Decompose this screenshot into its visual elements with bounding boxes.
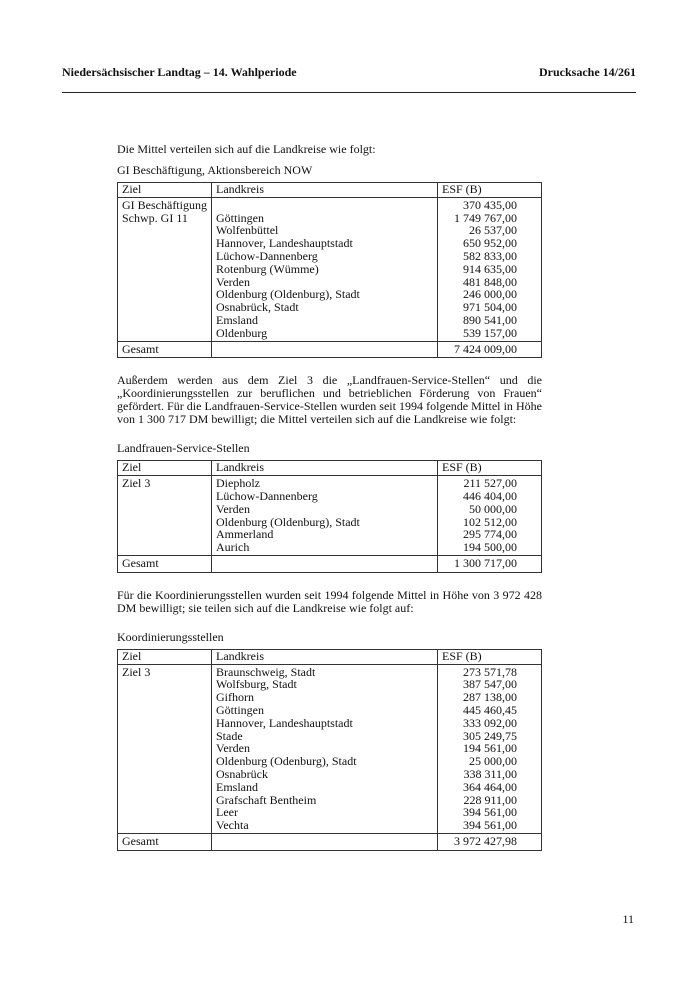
total-value: 7 424 009,00 <box>438 341 542 358</box>
header-title: Niedersächsischer Landtag – 14. Wahlperiode <box>62 65 297 79</box>
landkreis-name: Rotenburg (Wümme) <box>216 261 319 276</box>
esf-value: 445 460,45 <box>463 702 517 717</box>
table-caption: Koordinierungsstellen <box>117 629 224 644</box>
paragraph-landfrauen: Außerdem werden aus dem Ziel 3 die „Landfrauen-Service-Stellen“ und die „Koordinierungsstellen zur beruflichen und betrieblichen Förderung von Frauen“ gefördert. Für die Landfrauen-Service-Stellen wurden seit 1994 folgende Mittel in Höhe von 1 300 717 DM bewilligt; die Mittel verteilen sich auf die Landkreise wie folgt: <box>117 373 542 427</box>
total-empty-cell <box>212 833 438 850</box>
paragraph-koordinierung: Für die Koordinierungsstellen wurden seit 1994 folgende Mittel in Höhe von 3 972 428 DM bewilligt; sie teilen sich auf die Landkreise wie folgt auf: <box>117 587 542 615</box>
esf-value: 446 404,00 <box>463 488 517 503</box>
ziel-line: GI Beschäftigung <box>122 197 207 212</box>
total-empty-cell <box>212 341 438 358</box>
table-block-gi <box>117 164 542 358</box>
page-number: 11 <box>622 912 634 926</box>
landkreis-name: Emsland <box>216 312 258 327</box>
allocation-table <box>117 649 542 851</box>
landkreis-name: Vechta <box>216 818 249 833</box>
esf-value: 194 561,00 <box>463 741 517 756</box>
ziel-line: Ziel 3 <box>122 664 151 679</box>
header-landkreis: Landkreis <box>212 649 438 664</box>
esf-value: 211 527,00 <box>463 476 517 491</box>
landkreis-name: Göttingen <box>216 702 264 717</box>
landkreis-name: Leer <box>216 805 238 820</box>
table-caption: GI Beschäftigung, Aktionsbereich NOW <box>117 163 313 177</box>
landkreis-name: Grafschaft Bentheim <box>216 792 317 807</box>
header-esf: ESF (B) <box>438 649 542 664</box>
header-ziel: Ziel <box>118 183 212 198</box>
table-block-koordinierung <box>117 631 542 851</box>
landkreis-name: Verden <box>216 741 250 756</box>
ziel-line: Schwp. GI 11 <box>122 210 188 225</box>
esf-value: 287 138,00 <box>463 690 517 705</box>
esf-cell <box>438 197 542 341</box>
ziel-cell <box>118 476 212 556</box>
header-esf: ESF (B) <box>438 183 542 198</box>
header-document-number: Drucksache 14/261 <box>539 65 636 79</box>
esf-value: 914 635,00 <box>463 261 517 276</box>
landkreis-name: Osnabrück, Stadt <box>216 300 299 315</box>
total-label: Gesamt <box>118 833 212 850</box>
ziel-cell <box>118 664 212 833</box>
landkreis-name: Oldenburg (Odenburg), Stadt <box>216 754 357 769</box>
document-body <box>117 143 542 851</box>
landkreis-name: Oldenburg <box>216 325 268 340</box>
landkreis-name: Emsland <box>216 779 258 794</box>
allocation-table <box>117 182 542 358</box>
esf-value: 338 311,00 <box>463 766 517 781</box>
esf-value: 394 561,00 <box>463 805 517 820</box>
esf-cell <box>438 664 542 833</box>
total-empty-cell <box>212 555 438 572</box>
table-total-row <box>118 341 542 358</box>
table-body-row <box>118 664 542 833</box>
landkreis-name: Lüchow-Dannenberg <box>216 488 318 503</box>
landkreis-name: Wolfsburg, Stadt <box>216 677 297 692</box>
esf-value: 295 774,00 <box>463 527 517 542</box>
allocation-table <box>117 460 542 572</box>
total-label: Gesamt <box>118 341 212 358</box>
landkreis-name: Osnabrück <box>216 766 268 781</box>
header-ziel: Ziel <box>118 461 212 476</box>
esf-value: 305 249,75 <box>463 728 517 743</box>
table-total-row <box>118 833 542 850</box>
esf-value: 582 833,00 <box>463 248 517 263</box>
intro-text: Die Mittel verteilen sich auf die Landkreise wie folgt: <box>117 142 376 156</box>
header-divider <box>62 92 636 93</box>
table-header-row <box>118 649 542 664</box>
esf-value: 1 749 767,00 <box>454 210 517 225</box>
landkreis-name: Lüchow-Dannenberg <box>216 248 318 263</box>
table-body-row <box>118 476 542 556</box>
landkreis-cell <box>212 476 438 556</box>
esf-value: 394 561,00 <box>463 818 517 833</box>
esf-value: 50 000,00 <box>469 501 517 516</box>
table-header-row <box>118 183 542 198</box>
esf-value: 25 000,00 <box>469 754 517 769</box>
landkreis-name: Oldenburg (Oldenburg), Stadt <box>216 287 360 302</box>
landkreis-name: Aurich <box>216 540 250 555</box>
esf-value: 481 848,00 <box>463 274 517 289</box>
esf-value: 364 464,00 <box>463 779 517 794</box>
landkreis-name: Oldenburg (Oldenburg), Stadt <box>216 514 360 529</box>
esf-cell <box>438 476 542 556</box>
esf-value: 370 435,00 <box>463 197 517 212</box>
esf-value: 971 504,00 <box>463 300 517 315</box>
landkreis-name: Hannover, Landeshauptstadt <box>216 236 353 251</box>
esf-value: 246 000,00 <box>463 287 517 302</box>
landkreis-name: Braunschweig, Stadt <box>216 664 316 679</box>
ziel-line: Ziel 3 <box>122 476 151 491</box>
landkreis-name: Stade <box>216 728 243 743</box>
landkreis-name: Ammerland <box>216 527 274 542</box>
landkreis-name: Gifhorn <box>216 690 254 705</box>
total-value: 3 972 427,98 <box>438 833 542 850</box>
landkreis-name: Diepholz <box>216 476 260 491</box>
header-landkreis: Landkreis <box>212 183 438 198</box>
landkreis-cell <box>212 664 438 833</box>
landkreis-name: Hannover, Landeshauptstadt <box>216 715 353 730</box>
esf-value: 102 512,00 <box>463 514 517 529</box>
esf-value: 273 571,78 <box>463 664 517 679</box>
esf-value: 539 157,00 <box>463 325 517 340</box>
landkreis-name: Verden <box>216 501 250 516</box>
table-block-landfrauen <box>117 442 542 572</box>
header-landkreis: Landkreis <box>212 461 438 476</box>
esf-value: 228 911,00 <box>463 792 517 807</box>
esf-value: 387 547,00 <box>463 677 517 692</box>
esf-value: 26 537,00 <box>469 223 517 238</box>
esf-value: 333 092,00 <box>463 715 517 730</box>
table-header-row <box>118 461 542 476</box>
esf-value: 890 541,00 <box>463 312 517 327</box>
landkreis-name: Göttingen <box>216 210 264 225</box>
ziel-cell <box>118 197 212 341</box>
table-body-row <box>118 197 542 341</box>
table-caption: Landfrauen-Service-Stellen <box>117 441 250 456</box>
header-esf: ESF (B) <box>438 461 542 476</box>
esf-value: 194 500,00 <box>463 540 517 555</box>
table-total-row <box>118 555 542 572</box>
total-value: 1 300 717,00 <box>438 555 542 572</box>
esf-value: 650 952,00 <box>463 236 517 251</box>
landkreis-name <box>216 199 433 212</box>
header-ziel: Ziel <box>118 649 212 664</box>
landkreis-name: Wolfenbüttel <box>216 223 279 238</box>
landkreis-name: Verden <box>216 274 250 289</box>
landkreis-cell <box>212 197 438 341</box>
total-label: Gesamt <box>118 555 212 572</box>
